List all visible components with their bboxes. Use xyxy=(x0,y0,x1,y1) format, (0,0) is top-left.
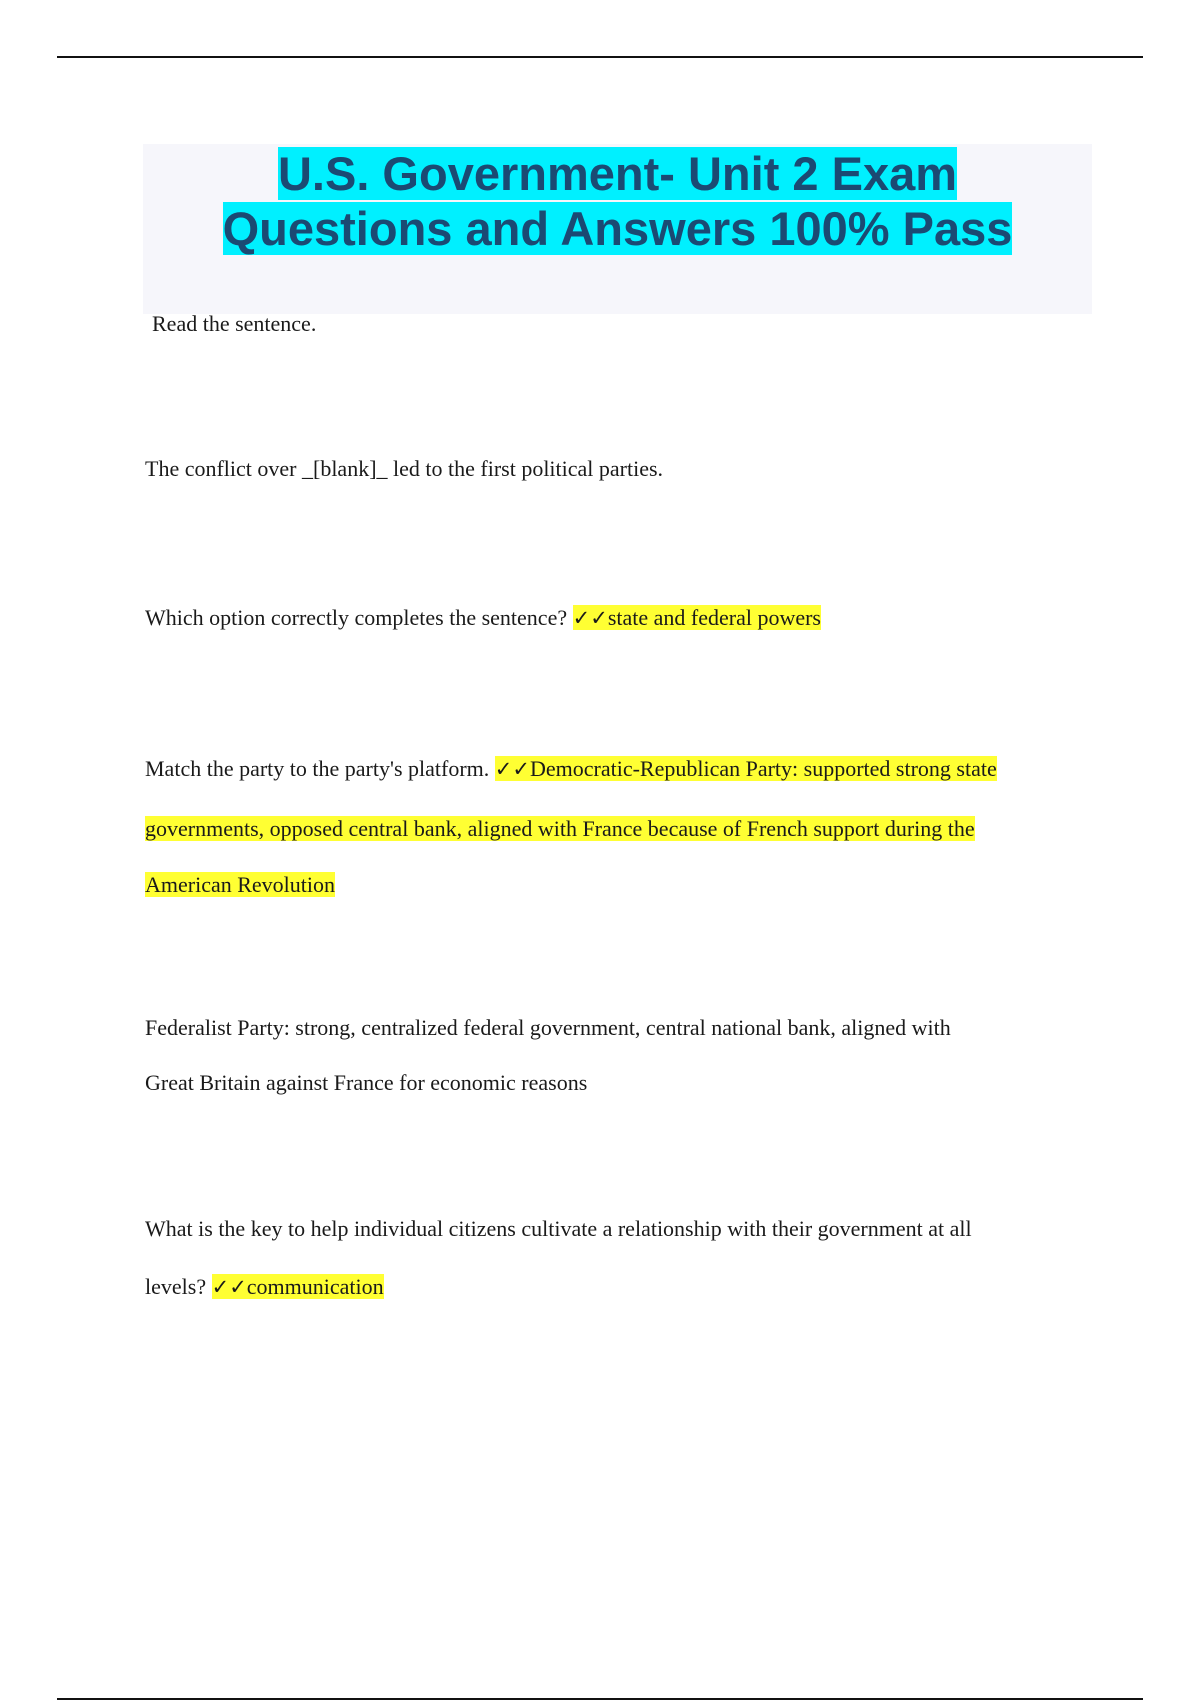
title-line-2: Questions and Answers 100% Pass xyxy=(222,202,1013,255)
document-title xyxy=(143,144,1092,256)
conflict-sentence-text: The conflict over _[blank]_ led to the first political parties. xyxy=(145,456,664,481)
question-2-text: Match the party to the party's platform. xyxy=(145,756,490,781)
question-2-answer-line-2: governments, opposed central bank, aligned with France because of French support during the xyxy=(145,816,975,841)
title-line-1: U.S. Government- Unit 2 Exam xyxy=(277,147,958,200)
question-3-text: levels? xyxy=(145,1274,207,1299)
question-2-line-3 xyxy=(145,872,1105,898)
read-sentence-text: Read the sentence. xyxy=(152,311,317,336)
question-3-answer xyxy=(212,1274,384,1299)
question-3-line-1: What is the key to help individual citizens cultivate a relationship with their government at all xyxy=(145,1216,972,1241)
question-3-answer-text: communication xyxy=(246,1274,384,1299)
question-1 xyxy=(145,605,1105,631)
question-1-answer-text: state and federal powers xyxy=(607,605,821,630)
question-2-answer-line-3: American Revolution xyxy=(145,872,336,897)
check-icon: ✓✓ xyxy=(494,757,530,781)
question-2-answer-line-1 xyxy=(495,756,997,781)
check-icon: ✓✓ xyxy=(211,1275,247,1299)
question-1-answer xyxy=(573,605,821,630)
top-rule xyxy=(57,56,1143,58)
question-2-line-2 xyxy=(145,816,1105,842)
federalist-line-1: Federalist Party: strong, centralized federal government, central national bank, aligned with xyxy=(145,1015,951,1040)
question-2-line-1 xyxy=(145,756,1105,782)
question-3-line-2 xyxy=(145,1274,1105,1300)
question-2-answer-line-1-text: Democratic-Republican Party: supported strong state xyxy=(529,756,997,781)
title-banner xyxy=(143,144,1092,314)
check-icon: ✓✓ xyxy=(572,606,608,630)
question-1-text: Which option correctly completes the sentence? xyxy=(145,605,568,630)
federalist-line-2: Great Britain against France for economic reasons xyxy=(145,1070,588,1095)
